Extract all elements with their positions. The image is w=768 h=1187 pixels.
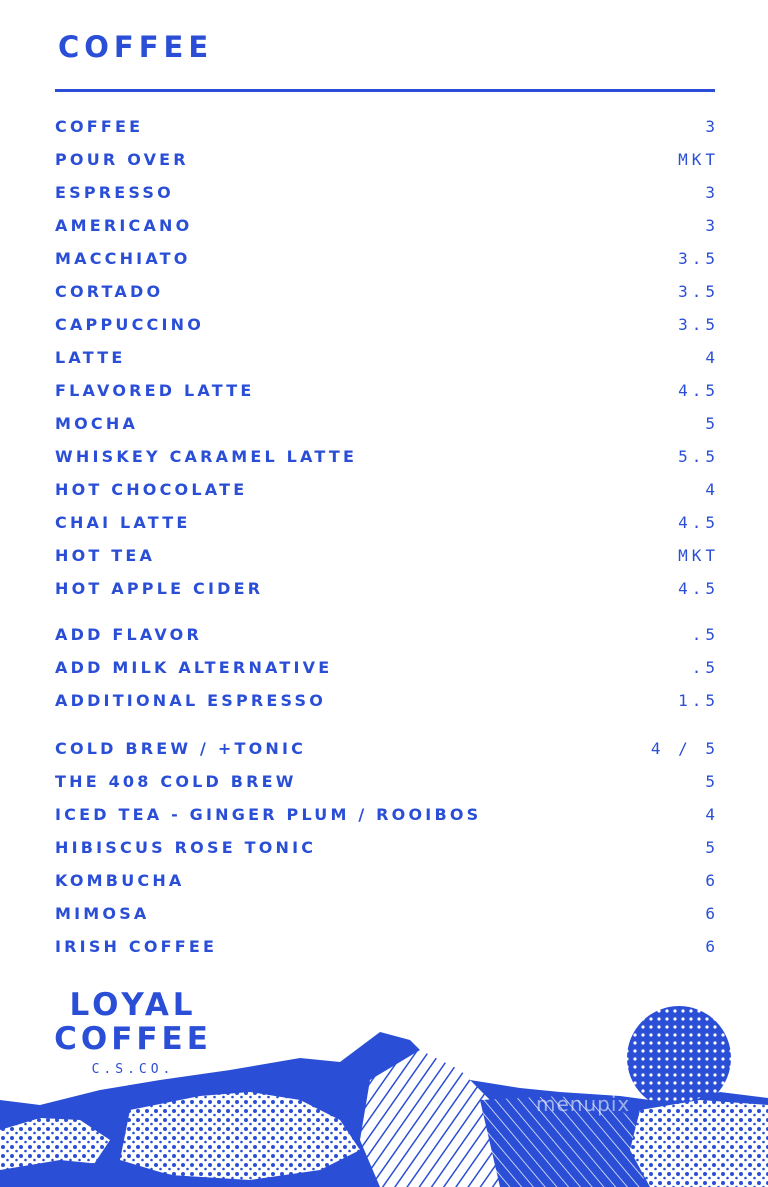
item-price: 5 [705, 772, 719, 791]
item-name: ADDITIONAL ESPRESSO [55, 691, 327, 710]
item-price: 5 [705, 838, 719, 857]
item-name: MOCHA [55, 414, 139, 433]
item-name: MACCHIATO [55, 249, 191, 268]
item-name: THE 408 COLD BREW [55, 772, 297, 791]
item-name: LATTE [55, 348, 126, 367]
item-price: 4 / 5 [650, 739, 719, 758]
page-title: COFFEE [58, 30, 214, 64]
item-price: 6 [705, 904, 719, 923]
item-price: .5 [691, 658, 719, 677]
item-name: COLD BREW / +TONIC [55, 739, 307, 758]
menu-item [55, 765, 719, 798]
item-name: FLAVORED LATTE [55, 381, 255, 400]
item-name: ADD MILK ALTERNATIVE [55, 658, 333, 677]
brand-name-line2: COFFEE [54, 1021, 212, 1057]
item-price: .5 [691, 625, 719, 644]
item-price: 6 [705, 937, 719, 956]
item-name: ESPRESSO [55, 183, 174, 202]
item-name: HOT APPLE CIDER [55, 579, 264, 598]
section-gap [55, 605, 715, 618]
item-price: 4 [705, 480, 719, 499]
menu-item [55, 506, 719, 539]
menu-section-cold-drinks [55, 732, 719, 963]
item-price: 3.5 [678, 249, 719, 268]
menu-item [55, 831, 719, 864]
item-price: 5 [705, 414, 719, 433]
item-name: IRISH COFFEE [55, 937, 218, 956]
menu-item [55, 651, 719, 684]
item-name: HIBISCUS ROSE TONIC [55, 838, 317, 857]
item-price: 6 [705, 871, 719, 890]
item-name: AMERICANO [55, 216, 193, 235]
item-name: HOT TEA [55, 546, 156, 565]
item-price: 3 [705, 117, 719, 136]
item-price: 4.5 [678, 579, 719, 598]
item-price: MKT [678, 150, 719, 169]
brand-tagline: C.S.CO. [91, 1062, 175, 1077]
item-price: 4 [705, 348, 719, 367]
menu-item [55, 440, 719, 473]
title-divider [55, 89, 715, 92]
item-price: 4.5 [678, 381, 719, 400]
menu-item [55, 341, 719, 374]
menu-item [55, 110, 719, 143]
item-name: CHAI LATTE [55, 513, 191, 532]
menu-item [55, 539, 719, 572]
item-name: ICED TEA - GINGER PLUM / ROOIBOS [55, 805, 482, 824]
menu-item [55, 572, 719, 605]
item-price: 3.5 [678, 282, 719, 301]
item-price: 3 [705, 183, 719, 202]
item-name: POUR OVER [55, 150, 189, 169]
menu-item [55, 684, 719, 717]
item-name: WHISKEY CARAMEL LATTE [55, 447, 358, 466]
menu-item [55, 209, 719, 242]
menu-section-hot-drinks [55, 110, 719, 605]
item-name: COFFEE [55, 117, 144, 136]
item-price: 3 [705, 216, 719, 235]
menu-item [55, 798, 719, 831]
item-name: CAPPUCCINO [55, 315, 204, 334]
menu-item [55, 275, 719, 308]
menu-item [55, 407, 719, 440]
menu-item [55, 473, 719, 506]
menu-item [55, 242, 719, 275]
brand-name-line1: LOYAL [69, 987, 197, 1023]
item-price: 3.5 [678, 315, 719, 334]
item-name: CORTADO [55, 282, 164, 301]
menu-item [55, 618, 719, 651]
item-price: 5.5 [678, 447, 719, 466]
item-name: KOMBUCHA [55, 871, 185, 890]
item-price: 4 [705, 805, 719, 824]
watermark: menupix [536, 1092, 631, 1116]
menu-item [55, 930, 719, 963]
menu-list [55, 110, 719, 963]
item-name: ADD FLAVOR [55, 625, 202, 644]
item-price: 4.5 [678, 513, 719, 532]
menu-item [55, 732, 719, 765]
menu-item [55, 176, 719, 209]
menu-item [55, 143, 719, 176]
item-name: MIMOSA [55, 904, 150, 923]
item-name: HOT CHOCOLATE [55, 480, 248, 499]
brand-logo [54, 988, 212, 1077]
item-price: 1.5 [678, 691, 719, 710]
item-price: MKT [678, 546, 719, 565]
menu-item [55, 374, 719, 407]
menu-item [55, 308, 719, 341]
section-gap [55, 717, 715, 732]
menu-item [55, 864, 719, 897]
menu-item [55, 897, 719, 930]
menu-section-add-ons [55, 618, 719, 717]
